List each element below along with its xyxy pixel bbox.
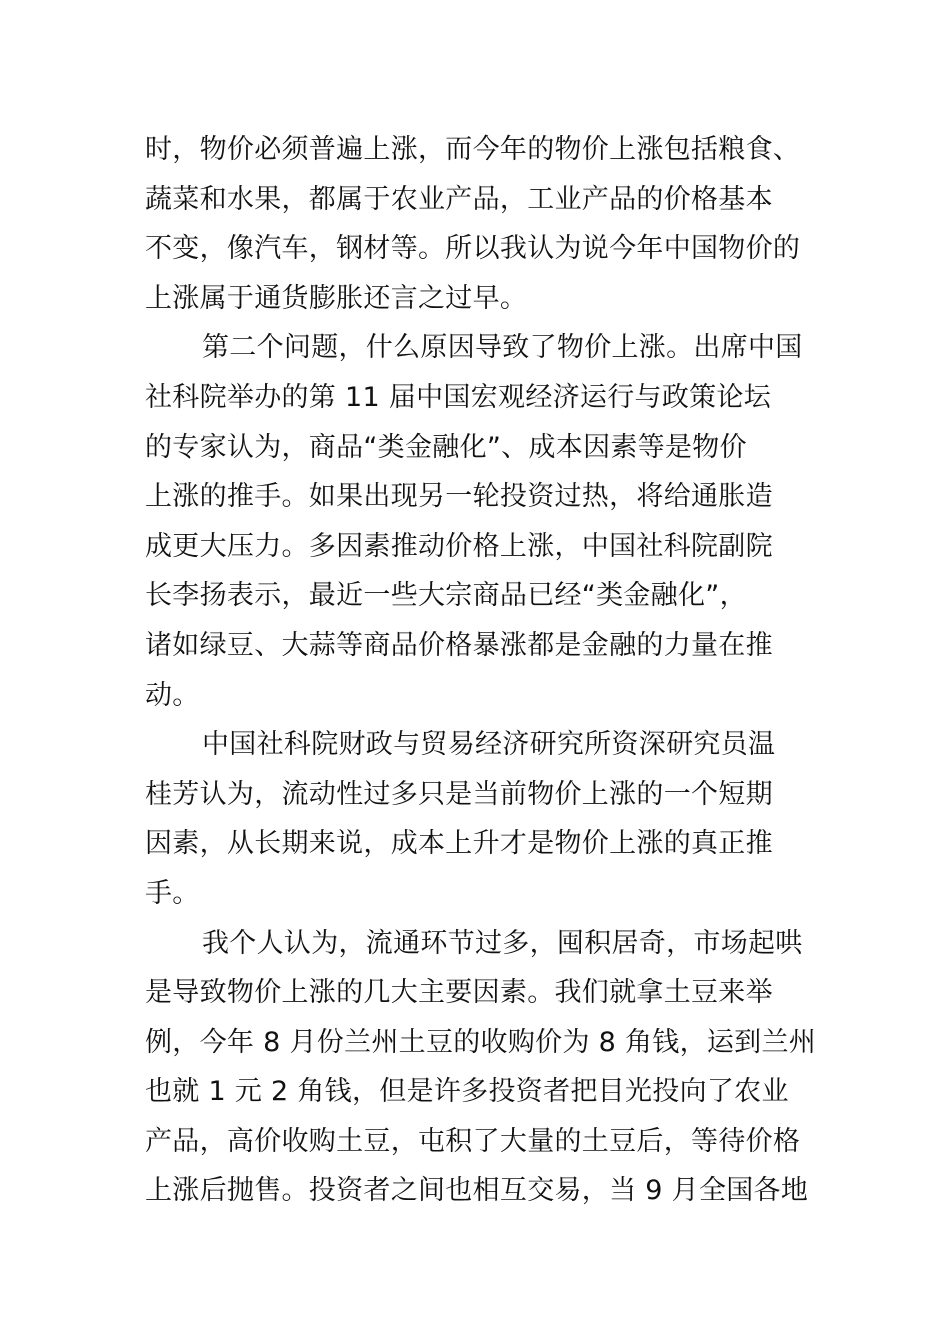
paragraph — [145, 323, 810, 720]
paragraph — [145, 720, 810, 918]
text-line: 上涨的推手。如果出现另一轮投资过热，将给通胀造 — [145, 481, 773, 513]
text-line: 诸如绿豆、大蒜等商品价格暴涨都是金融的力量在推 — [145, 629, 773, 661]
text-line: 动。 — [145, 679, 200, 711]
text-line: 的专家认为，商品“类金融化”、成本因素等是物价 — [145, 431, 747, 463]
text-line: 蔬菜和水果，都属于农业产品，工业产品的价格基本 — [145, 183, 773, 215]
text-line: 也就 1 元 2 角钱，但是许多投资者把目光投向了农业 — [145, 1076, 789, 1108]
text-line: 社科院举办的第 11 届中国宏观经济运行与政策论坛 — [145, 381, 772, 413]
text-line: 长李扬表示，最近一些大宗商品已经“类金融化”， — [145, 580, 747, 612]
text-line: 中国社科院财政与贸易经济研究所资深研究员温 — [202, 729, 776, 761]
text-line: 是导致物价上涨的几大主要因素。我们就拿土豆来举 — [145, 977, 773, 1009]
text-line: 上涨属于通货膨胀还言之过早。 — [145, 282, 528, 314]
text-line: 上涨后抛售。投资者之间也相互交易，当 9 月全国各地 — [145, 1175, 809, 1207]
text-line: 我个人认为，流通环节过多，囤积居奇，市场起哄 — [202, 927, 803, 959]
text-line: 桂芳认为，流动性过多只是当前物价上涨的一个短期 — [145, 778, 773, 810]
document-body — [145, 125, 817, 1216]
text-line: 第二个问题，什么原因导致了物价上涨。出席中国 — [202, 332, 803, 364]
text-line: 不变，像汽车，钢材等。所以我认为说今年中国物价的 — [145, 233, 801, 265]
text-line: 因素，从长期来说，成本上升才是物价上涨的真正推 — [145, 828, 773, 860]
text-line: 时，物价必须普遍上涨，而今年的物价上涨包括粮食、 — [145, 134, 801, 165]
paragraph — [145, 919, 817, 1217]
text-line: 成更大压力。多因素推动价格上涨，中国社科院副院 — [145, 530, 773, 562]
text-line: 产品，高价收购土豆，屯积了大量的土豆后，等待价格 — [145, 1125, 801, 1157]
text-line: 例，今年 8 月份兰州土豆的收购价为 8 角钱，运到兰州 — [145, 1026, 817, 1058]
paragraph — [145, 125, 810, 323]
text-line: 手。 — [145, 877, 200, 909]
